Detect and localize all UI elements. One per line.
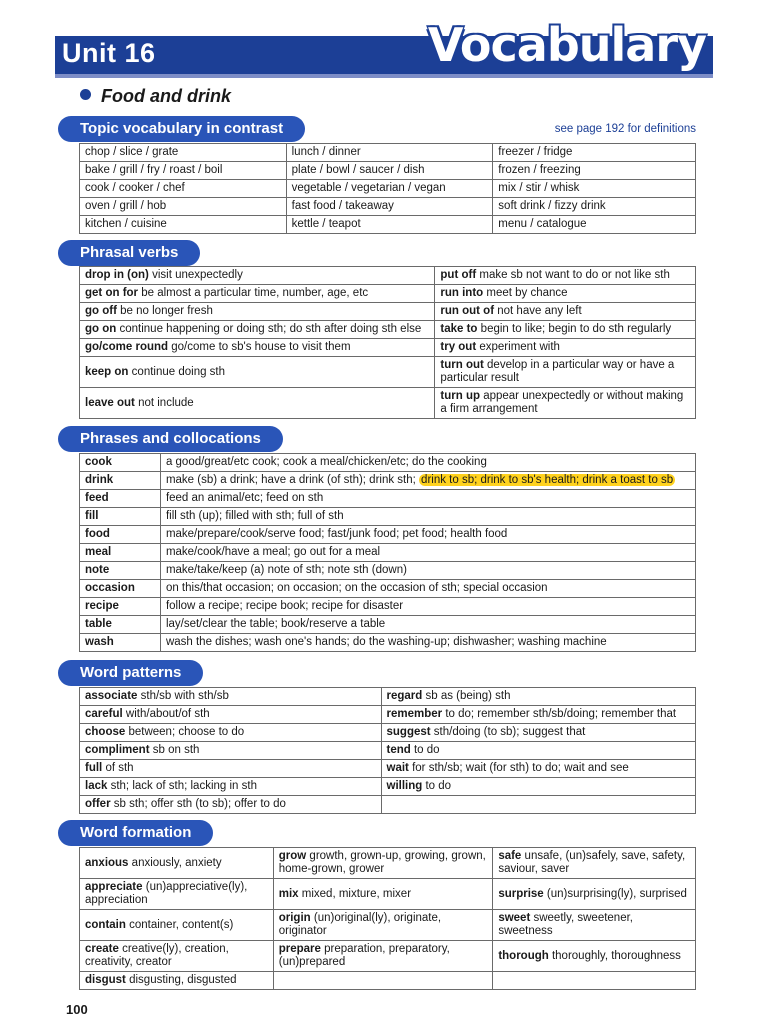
table-row <box>80 760 696 778</box>
definition: not include <box>138 396 194 409</box>
table-cell <box>273 879 493 910</box>
collocations <box>160 562 695 580</box>
term: get on for <box>85 287 139 299</box>
table-cell <box>80 972 274 990</box>
definition: between; choose to do <box>128 726 245 738</box>
table-row <box>80 634 696 652</box>
table-row <box>80 508 696 526</box>
table-row <box>80 910 696 941</box>
table-cell <box>493 972 696 990</box>
term: sweet <box>498 912 531 924</box>
collocations <box>160 580 695 598</box>
table-cell: chop / slice / grate <box>80 144 287 162</box>
definition: (un)surprising(ly), surprised <box>546 887 687 900</box>
definition: sth/sb with sth/sb <box>140 690 229 702</box>
term: origin <box>278 912 311 924</box>
term: anxious <box>85 856 129 869</box>
term: remember <box>386 708 443 720</box>
table-row <box>80 216 696 234</box>
table-cell <box>80 742 382 760</box>
table-row <box>80 321 696 339</box>
definition: unsafe, (un)safely, save, safety, saviour, saver <box>498 850 686 875</box>
word-formation-table <box>79 847 696 990</box>
table-cell <box>80 303 435 321</box>
table-row <box>80 941 696 972</box>
keyword: fill <box>80 508 161 526</box>
collocations <box>160 454 695 472</box>
term: prepare <box>278 943 321 955</box>
collocation-text: a good/great/etc cook; cook a meal/chicken/etc; do the cooking <box>165 456 487 468</box>
table-row <box>80 724 696 742</box>
term: appreciate <box>85 881 143 893</box>
table-cell <box>381 760 696 778</box>
definition: meet by chance <box>486 287 568 299</box>
definition: be no longer fresh <box>120 305 213 317</box>
collocations <box>160 508 695 526</box>
table-cell: oven / grill / hob <box>80 198 287 216</box>
table-cell <box>493 879 696 910</box>
definition: develop in a particular way or have a particular result <box>440 359 675 384</box>
collocation-text: feed an animal/etc; feed on sth <box>165 492 324 504</box>
collocations <box>160 616 695 634</box>
definition: sb sth; offer sth (to sb); offer to do <box>113 798 286 810</box>
table-row <box>80 162 696 180</box>
term: safe <box>498 850 522 862</box>
table-row <box>80 688 696 706</box>
term: surprise <box>498 887 544 900</box>
table-row <box>80 598 696 616</box>
collocations <box>160 598 695 616</box>
definition: appear unexpectedly or without making a firm arrangement <box>440 390 684 415</box>
table-cell <box>435 285 696 303</box>
bullet-icon <box>80 89 91 100</box>
phrases-table <box>79 453 696 652</box>
table-row <box>80 472 696 490</box>
term: go on <box>85 323 117 335</box>
collocations <box>160 472 695 490</box>
vocabulary-title: Vocabulary <box>427 18 706 72</box>
table-cell <box>381 742 696 760</box>
definition: creative(ly), creation, creativity, creator <box>85 943 229 968</box>
term: choose <box>85 726 126 738</box>
table-cell: plate / bowl / saucer / dish <box>286 162 493 180</box>
topic-heading <box>80 86 231 107</box>
definition: to do; remember sth/sb/doing; remember that <box>445 708 677 720</box>
table-cell: fast food / takeaway <box>286 198 493 216</box>
term: contain <box>85 918 126 931</box>
table-cell <box>273 848 493 879</box>
term: full <box>85 762 103 774</box>
term: compliment <box>85 744 150 756</box>
table-cell: soft drink / fizzy drink <box>493 198 696 216</box>
table-row <box>80 303 696 321</box>
unit-title: Unit 16 <box>62 38 156 68</box>
definition: sweetly, sweetener, sweetness <box>498 912 633 937</box>
term: tend <box>386 744 411 756</box>
table-cell: freezer / fridge <box>493 144 696 162</box>
table-cell: mix / stir / whisk <box>493 180 696 198</box>
table-row <box>80 796 696 814</box>
table-cell <box>80 848 274 879</box>
collocations <box>160 544 695 562</box>
term: turn out <box>440 359 484 371</box>
collocation-text: make/cook/have a meal; go out for a meal <box>165 546 381 558</box>
table-row <box>80 388 696 419</box>
definition: container, content(s) <box>129 918 234 931</box>
table-cell <box>435 267 696 285</box>
collocation-text: make (sb) a drink; have a drink (of sth); drink sth; <box>165 474 416 486</box>
table-row <box>80 180 696 198</box>
collocation-text: make/take/keep (a) note of sth; note sth (down) <box>165 564 407 576</box>
definition: (un)original(ly), originate, originator <box>278 912 442 937</box>
definition: thoroughly, thoroughness <box>551 949 681 962</box>
keyword: note <box>80 562 161 580</box>
table-cell <box>80 760 382 778</box>
table-row <box>80 580 696 598</box>
table-cell: lunch / dinner <box>286 144 493 162</box>
definition: to do <box>413 744 440 756</box>
table-row <box>80 490 696 508</box>
term: go off <box>85 305 117 317</box>
table-cell <box>435 303 696 321</box>
table-cell <box>435 321 696 339</box>
word-patterns-table <box>79 687 696 814</box>
keyword: recipe <box>80 598 161 616</box>
table-cell <box>493 910 696 941</box>
term: thorough <box>498 949 549 962</box>
definition: mixed, mixture, mixer <box>301 887 412 900</box>
keyword: feed <box>80 490 161 508</box>
table-cell <box>80 267 435 285</box>
table-row <box>80 339 696 357</box>
table-cell: kettle / teapot <box>286 216 493 234</box>
term: keep on <box>85 365 129 378</box>
term: drop in (on) <box>85 269 149 281</box>
definition: anxiously, anxiety <box>131 856 222 869</box>
page-number: 100 <box>66 1002 88 1017</box>
definition: not have any left <box>497 305 582 317</box>
definition: experiment with <box>479 341 560 353</box>
term: regard <box>386 690 423 702</box>
table-row <box>80 972 696 990</box>
table-cell <box>273 910 493 941</box>
term: associate <box>85 690 138 702</box>
table-cell <box>80 339 435 357</box>
term: lack <box>85 780 108 792</box>
definition: growth, grown-up, growing, grown, home-grown, grower <box>278 850 486 875</box>
definition: sth/doing (to sb); suggest that <box>433 726 586 738</box>
table-cell <box>80 285 435 303</box>
table-row <box>80 267 696 285</box>
keyword: food <box>80 526 161 544</box>
definition: begin to like; begin to do sth regularly <box>480 323 672 335</box>
table-cell <box>493 941 696 972</box>
table-cell: vegetable / vegetarian / vegan <box>286 180 493 198</box>
table-cell <box>493 848 696 879</box>
table-row <box>80 198 696 216</box>
table-cell <box>80 941 274 972</box>
definition: be almost a particular time, number, age, etc <box>141 287 369 299</box>
table-cell <box>80 388 435 419</box>
term: create <box>85 943 119 955</box>
keyword: table <box>80 616 161 634</box>
collocation-text: make/prepare/cook/serve food; fast/junk food; pet food; health food <box>165 528 508 540</box>
definition: sb on sth <box>152 744 200 756</box>
collocations <box>160 490 695 508</box>
table-cell <box>80 796 382 814</box>
table-cell <box>435 388 696 419</box>
collocation-text: follow a recipe; recipe book; recipe for disaster <box>165 600 404 612</box>
table-row <box>80 544 696 562</box>
term: careful <box>85 708 123 720</box>
table-row <box>80 879 696 910</box>
collocation-text: on this/that occasion; on occasion; on the occasion of sth; special occasion <box>165 582 548 594</box>
table-row <box>80 526 696 544</box>
table-row <box>80 616 696 634</box>
definition: (un)appreciative(ly), appreciation <box>85 881 248 906</box>
collocation-text: fill sth (up); filled with sth; full of sth <box>165 510 344 522</box>
term: disgust <box>85 974 126 986</box>
definition: preparation, preparatory, (un)prepared <box>278 943 450 968</box>
definition: sth; lack of sth; lacking in sth <box>110 780 257 792</box>
term: run into <box>440 287 484 299</box>
term: offer <box>85 798 111 810</box>
table-cell: frozen / freezing <box>493 162 696 180</box>
definition: of sth <box>105 762 134 774</box>
table-cell <box>381 706 696 724</box>
term: turn up <box>440 390 480 402</box>
table-cell <box>80 357 435 388</box>
table-row <box>80 562 696 580</box>
definition: continue happening or doing sth; do sth after doing sth else <box>119 323 422 335</box>
table-row <box>80 706 696 724</box>
table-cell <box>381 778 696 796</box>
definition: with/about/of sth <box>125 708 210 720</box>
section-phrasal-verbs: Phrasal verbs <box>58 240 200 266</box>
definition: visit unexpectedly <box>152 269 243 281</box>
term: run out of <box>440 305 495 317</box>
table-cell <box>80 879 274 910</box>
table-row <box>80 454 696 472</box>
table-cell: kitchen / cuisine <box>80 216 287 234</box>
table-cell: cook / cooker / chef <box>80 180 287 198</box>
keyword: drink <box>80 472 161 490</box>
term: grow <box>278 850 307 862</box>
term: go/come round <box>85 341 169 353</box>
highlighted-text: drink to sb; drink to sb's health; drink a toast to sb <box>421 474 674 486</box>
definition: make sb not want to do or not like sth <box>479 269 670 281</box>
table-cell <box>273 941 493 972</box>
collocations <box>160 634 695 652</box>
table-row <box>80 144 696 162</box>
collocations <box>160 526 695 544</box>
table-cell <box>273 972 493 990</box>
term: mix <box>278 887 299 900</box>
table-cell <box>381 688 696 706</box>
section-phrases-collocations: Phrases and collocations <box>58 426 283 452</box>
table-cell <box>80 724 382 742</box>
table-cell <box>80 321 435 339</box>
table-cell <box>80 910 274 941</box>
topic-vocab-table <box>79 143 696 234</box>
table-row <box>80 742 696 760</box>
term: wait <box>386 762 409 774</box>
term: take to <box>440 323 478 335</box>
table-cell <box>381 796 696 814</box>
table-row <box>80 285 696 303</box>
section-topic-vocabulary: Topic vocabulary in contrast <box>58 116 305 142</box>
table-cell <box>435 339 696 357</box>
definition: go/come to sb's house to visit them <box>171 341 351 353</box>
table-row <box>80 357 696 388</box>
topic-text: Food and drink <box>101 86 231 106</box>
term: suggest <box>386 726 431 738</box>
table-cell <box>435 357 696 388</box>
collocation-text: wash the dishes; wash one's hands; do the washing-up; dishwasher; washing machine <box>165 636 607 648</box>
phrasal-verbs-table <box>79 266 696 419</box>
table-row <box>80 848 696 879</box>
table-row <box>80 778 696 796</box>
definition: for sth/sb; wait (for sth) to do; wait and see <box>412 762 629 774</box>
section-word-formation: Word formation <box>58 820 213 846</box>
table-cell <box>80 706 382 724</box>
keyword: wash <box>80 634 161 652</box>
keyword: meal <box>80 544 161 562</box>
definition: sb as (being) sth <box>425 690 511 702</box>
term: leave out <box>85 396 135 409</box>
definition: disgusting, disgusted <box>129 974 237 986</box>
table-cell: menu / catalogue <box>493 216 696 234</box>
see-page-note: see page 192 for definitions <box>554 123 696 135</box>
definition: continue doing sth <box>131 365 226 378</box>
term: try out <box>440 341 477 353</box>
table-cell <box>381 724 696 742</box>
collocation-text: lay/set/clear the table; book/reserve a table <box>165 618 386 630</box>
term: willing <box>386 780 423 792</box>
keyword: cook <box>80 454 161 472</box>
table-cell <box>80 688 382 706</box>
keyword: occasion <box>80 580 161 598</box>
table-cell <box>80 778 382 796</box>
section-word-patterns: Word patterns <box>58 660 203 686</box>
term: put off <box>440 269 477 281</box>
table-cell: bake / grill / fry / roast / boil <box>80 162 287 180</box>
definition: to do <box>425 780 452 792</box>
